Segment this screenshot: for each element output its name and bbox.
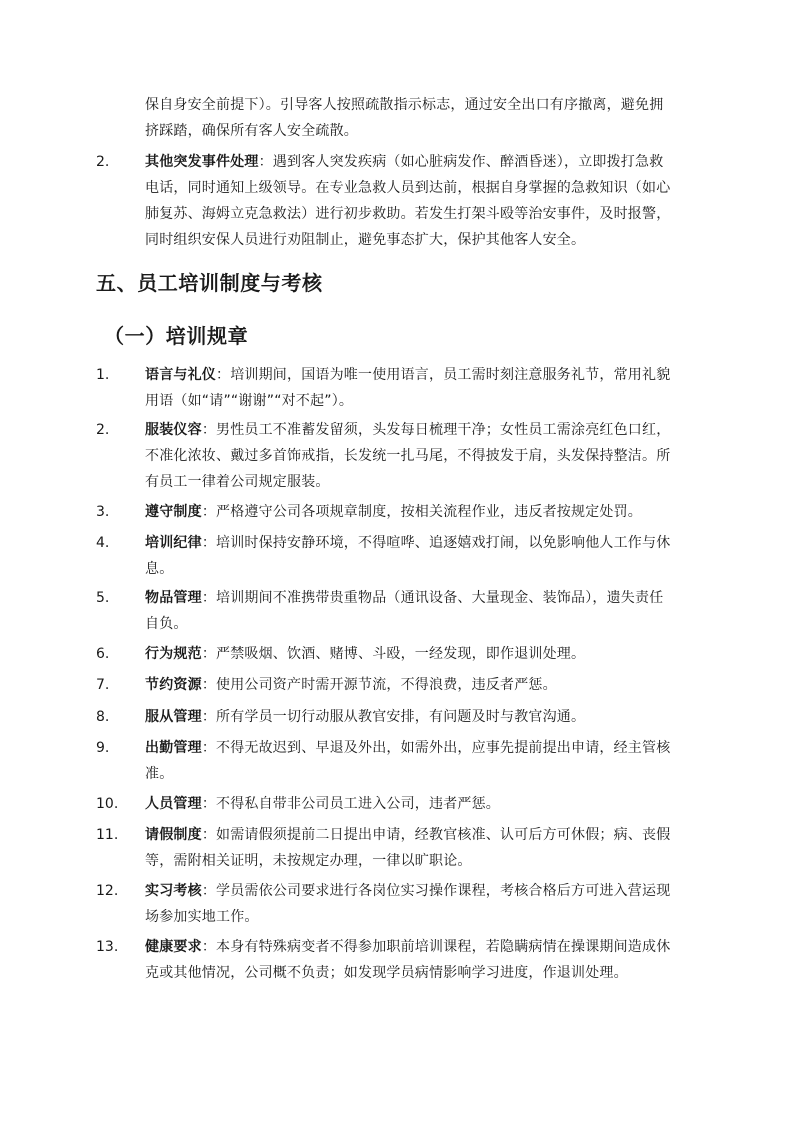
list-number: 1. xyxy=(96,367,110,383)
list-number: 2. xyxy=(96,422,110,438)
list-text: ：严禁吸烟、饮酒、赌博、斗殴，一经发现，即作退训处理。 xyxy=(201,646,586,662)
list-number: 9. xyxy=(96,740,110,756)
list-number: 6. xyxy=(96,646,110,662)
list-number: 12. xyxy=(96,883,119,899)
continuation-line: 挤踩踏，确保所有客人安全疏散。 xyxy=(145,123,358,139)
list-term: 语言与礼仪 xyxy=(145,367,216,383)
list-text: ：所有学员一切行动服从教官安排，有问题及时与教官沟通。 xyxy=(201,709,586,725)
list-text: ：培训期间不准携带贵重物品（通讯设备、大量现金、装饰品），遗失责任 xyxy=(201,590,664,606)
list-term: 出勤管理 xyxy=(145,740,202,756)
list-term: 节约资源 xyxy=(145,677,202,693)
list-term: 行为规范 xyxy=(145,646,202,662)
list-text: ：使用公司资产时需开源节流，不得浪费，违反者严惩。 xyxy=(201,677,557,693)
list-number: 2. xyxy=(96,154,110,170)
list-text: ：本身有特殊病变者不得参加职前培训课程，若隐瞒病情在操课期间造成休 xyxy=(201,939,671,955)
list-text: 息。 xyxy=(145,561,174,577)
list-text: 有员工一律着公司规定服装。 xyxy=(145,474,330,490)
list-number: 8. xyxy=(96,709,110,725)
list-number: 5. xyxy=(96,590,110,606)
list-text: ：严格遵守公司各项规章制度，按相关流程作业，违反者按规定处罚。 xyxy=(201,504,643,520)
subsection-title: （一）培训规章 xyxy=(104,324,249,348)
list-text: 克或其他情况，公司概不负责；如发现学员病情影响学习进度，作退训处理。 xyxy=(145,965,628,981)
list-term: 服从管理 xyxy=(145,709,202,725)
list-term: 请假制度 xyxy=(145,827,202,843)
list-text: ：不得私自带非公司员工进入公司，违者严惩。 xyxy=(201,796,501,812)
list-term: 实习考核 xyxy=(145,883,202,899)
list-number: 11. xyxy=(96,827,119,843)
list-text: 等，需附相关证明，未按规定办理，一律以旷职论。 xyxy=(145,853,472,869)
list-term: 健康要求 xyxy=(145,939,202,955)
list-text: ：遇到客人突发疾病（如心脏病发作、醉酒昏迷），立即拨打急救 xyxy=(258,154,664,170)
list-text: 不准化浓妆、戴过多首饰戒指，长发统一扎马尾，不得披发于肩，头发保持整洁。所 xyxy=(145,448,671,464)
list-text: 电话，同时通知上级领导。在专业急救人员到达前，根据自身掌握的急救知识（如心 xyxy=(145,180,671,196)
list-text: 肺复苏、海姆立克急救法）进行初步救助。若发生打架斗殴等治安事件，及时报警， xyxy=(145,206,671,222)
list-term: 人员管理 xyxy=(145,796,202,812)
list-text: 自负。 xyxy=(145,616,188,632)
list-text: ：学员需依公司要求进行各岗位实习操作课程，考核合格后方可进入营运现 xyxy=(201,883,671,899)
list-number: 3. xyxy=(96,504,110,520)
continuation-line: 保自身安全前提下）。引导客人按照疏散指示标志，通过安全出口有序撤离，避免拥 xyxy=(145,97,664,113)
list-term: 物品管理 xyxy=(145,590,202,606)
list-term: 其他突发事件处理 xyxy=(145,154,259,170)
list-text: 准。 xyxy=(145,766,174,782)
list-text: ：不得无故迟到、早退及外出，如需外出，应事先提前提出申请，经主管核 xyxy=(201,740,671,756)
list-text: 用语（如“请”“谢谢”“对不起”）。 xyxy=(145,393,354,409)
list-text: 同时组织安保人员进行劝阻制止，避免事态扩大，保护其他客人安全。 xyxy=(145,232,586,248)
list-text: ：如需请假须提前二日提出申请，经教官核准、认可后方可休假；病、丧假 xyxy=(201,827,671,843)
list-text: ：培训时保持安静环境，不得喧哗、追逐嬉戏打闹，以免影响他人工作与休 xyxy=(201,535,671,551)
list-text: ：男性员工不准蓄发留须，头发每日梳理干净；女性员工需涂亮红色口红， xyxy=(201,422,671,438)
list-number: 10. xyxy=(96,796,119,812)
list-term: 服装仪容 xyxy=(145,422,202,438)
list-text: 场参加实地工作。 xyxy=(145,909,259,925)
list-number: 13. xyxy=(96,939,119,955)
list-term: 培训纪律 xyxy=(145,535,202,551)
list-term: 遵守制度 xyxy=(145,504,202,520)
section-title: 五、员工培训制度与考核 xyxy=(96,271,323,295)
list-text: ：培训期间，国语为唯一使用语言，员工需时刻注意服务礼节，常用礼貌 xyxy=(216,367,671,383)
list-number: 7. xyxy=(96,677,110,693)
list-number: 4. xyxy=(96,535,110,551)
